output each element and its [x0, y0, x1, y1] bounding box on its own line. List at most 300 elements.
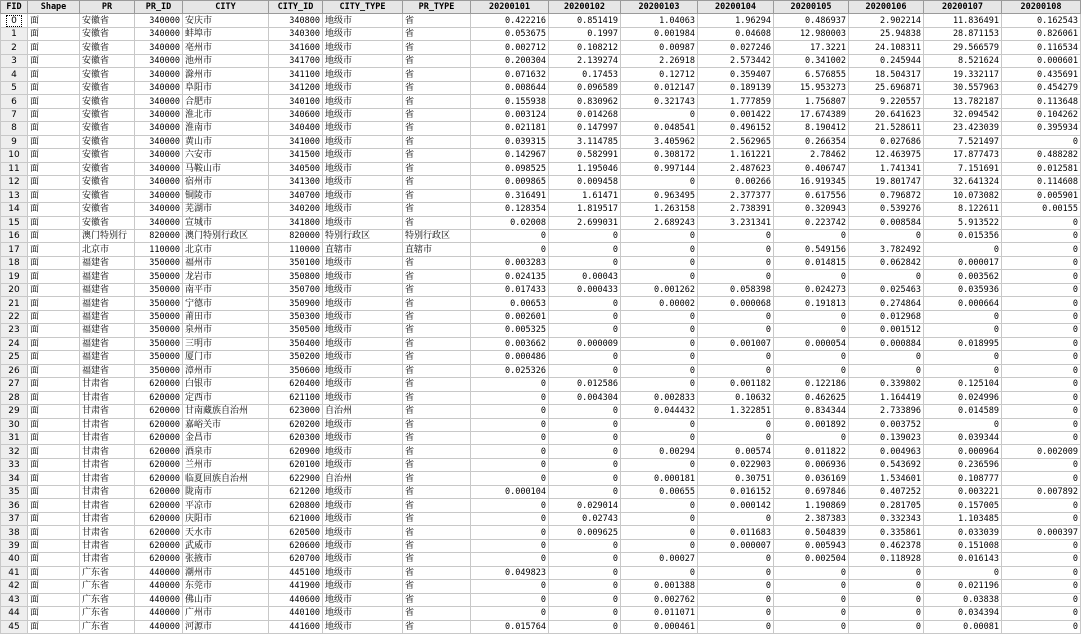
table-cell[interactable]: 0.000007 [698, 539, 774, 552]
table-row[interactable] [1, 149, 1081, 162]
table-cell[interactable]: 350000 [135, 324, 183, 337]
table-cell[interactable]: 0 [774, 310, 849, 323]
table-cell[interactable]: 621000 [269, 512, 323, 525]
table-cell[interactable]: 广东省 [80, 607, 135, 620]
table-row[interactable] [1, 229, 1081, 242]
table-cell[interactable]: 0.002601 [471, 310, 549, 323]
table-cell[interactable]: 地级市 [323, 378, 403, 391]
table-cell[interactable]: 0.332343 [849, 512, 924, 525]
table-cell[interactable]: 0.000664 [924, 297, 1002, 310]
table-cell[interactable]: 0 [849, 593, 924, 606]
table-cell[interactable]: 6.576855 [774, 68, 849, 81]
table-cell[interactable]: 0.008584 [849, 216, 924, 229]
table-cell[interactable]: 省 [403, 593, 471, 606]
column-header[interactable]: CITY_ID [269, 1, 323, 14]
table-cell[interactable]: 23.423039 [924, 122, 1002, 135]
table-cell[interactable]: 0 [1002, 472, 1081, 485]
table-cell[interactable]: 0 [698, 418, 774, 431]
column-header[interactable]: 20200103 [621, 1, 698, 14]
table-cell[interactable]: 安徽省 [80, 176, 135, 189]
table-cell[interactable]: 0 [621, 499, 698, 512]
table-cell[interactable]: 0 [924, 364, 1002, 377]
table-cell[interactable]: 350000 [135, 270, 183, 283]
table-cell[interactable]: 3.114785 [549, 135, 621, 148]
table-cell[interactable]: 0 [698, 566, 774, 579]
table-cell[interactable]: 面 [28, 539, 80, 552]
table-cell[interactable]: 0.009458 [549, 176, 621, 189]
table-cell[interactable]: 自治州 [323, 405, 403, 418]
table-cell[interactable]: 350000 [135, 256, 183, 269]
table-cell[interactable]: 地级市 [323, 620, 403, 633]
table-cell[interactable]: 0 [1002, 256, 1081, 269]
table-cell[interactable]: 3.782492 [849, 243, 924, 256]
table-cell[interactable]: 省 [403, 95, 471, 108]
table-cell[interactable]: 面 [28, 27, 80, 40]
table-cell[interactable]: 0.003562 [924, 270, 1002, 283]
table-cell[interactable]: 5.913522 [924, 216, 1002, 229]
table-row[interactable] [1, 14, 1081, 27]
table-row[interactable] [1, 566, 1081, 579]
table-cell[interactable]: 地级市 [323, 539, 403, 552]
table-cell[interactable]: 地级市 [323, 122, 403, 135]
table-cell[interactable]: 2.573442 [698, 54, 774, 67]
table-cell[interactable]: 地级市 [323, 337, 403, 350]
table-cell[interactable]: 0 [549, 432, 621, 445]
table-cell[interactable]: 0.543692 [849, 458, 924, 471]
table-cell[interactable]: 445100 [269, 566, 323, 579]
table-cell[interactable]: 0.113648 [1002, 95, 1081, 108]
table-cell[interactable]: 0.000601 [1002, 54, 1081, 67]
table-cell[interactable]: 0.098525 [471, 162, 549, 175]
table-cell[interactable]: 2.377377 [698, 189, 774, 202]
table-row[interactable] [1, 122, 1081, 135]
table-cell[interactable]: 0.245944 [849, 54, 924, 67]
row-id-cell[interactable] [1, 243, 28, 256]
table-cell[interactable]: 广东省 [80, 620, 135, 633]
table-cell[interactable]: 0 [471, 580, 549, 593]
table-cell[interactable]: 三明市 [183, 337, 269, 350]
table-cell[interactable]: 10.073082 [924, 189, 1002, 202]
table-cell[interactable]: 0.157005 [924, 499, 1002, 512]
table-cell[interactable]: 0.001512 [849, 324, 924, 337]
table-cell[interactable]: 甘肃省 [80, 526, 135, 539]
row-id-cell[interactable] [1, 149, 28, 162]
table-cell[interactable]: 0.834344 [774, 405, 849, 418]
table-cell[interactable]: 0.108212 [549, 41, 621, 54]
table-cell[interactable]: 定西市 [183, 391, 269, 404]
table-cell[interactable]: 0.539276 [849, 203, 924, 216]
table-cell[interactable]: 面 [28, 526, 80, 539]
table-cell[interactable]: 0.011683 [698, 526, 774, 539]
table-cell[interactable]: 面 [28, 445, 80, 458]
table-row[interactable] [1, 364, 1081, 377]
table-cell[interactable]: 安徽省 [80, 68, 135, 81]
table-cell[interactable]: 0 [1002, 458, 1081, 471]
table-cell[interactable]: 潮州市 [183, 566, 269, 579]
table-cell[interactable]: 地级市 [323, 499, 403, 512]
table-cell[interactable]: 佛山市 [183, 593, 269, 606]
table-cell[interactable]: 省 [403, 54, 471, 67]
table-cell[interactable]: 620000 [135, 526, 183, 539]
table-row[interactable] [1, 472, 1081, 485]
table-cell[interactable]: 福建省 [80, 256, 135, 269]
table-cell[interactable]: 341200 [269, 81, 323, 94]
table-cell[interactable]: 澳门特别行 [80, 229, 135, 242]
table-cell[interactable]: 0.407252 [849, 485, 924, 498]
table-cell[interactable]: 620000 [135, 512, 183, 525]
table-cell[interactable]: 0 [621, 324, 698, 337]
table-cell[interactable]: 省 [403, 351, 471, 364]
table-cell[interactable]: 820000 [135, 229, 183, 242]
table-cell[interactable]: 0.00027 [621, 553, 698, 566]
table-cell[interactable]: 省 [403, 216, 471, 229]
table-cell[interactable]: 0.04608 [698, 27, 774, 40]
row-id-cell[interactable] [1, 54, 28, 67]
table-cell[interactable]: 0 [849, 270, 924, 283]
table-cell[interactable]: 地级市 [323, 149, 403, 162]
table-cell[interactable]: 甘肃省 [80, 405, 135, 418]
table-row[interactable] [1, 485, 1081, 498]
table-cell[interactable]: 0 [1002, 378, 1081, 391]
table-cell[interactable]: 340000 [135, 216, 183, 229]
table-cell[interactable]: 0 [549, 351, 621, 364]
table-cell[interactable]: 0 [924, 243, 1002, 256]
table-cell[interactable]: 0.118928 [849, 553, 924, 566]
table-cell[interactable]: 省 [403, 324, 471, 337]
table-cell[interactable]: 620000 [135, 458, 183, 471]
table-cell[interactable]: 0 [471, 229, 549, 242]
table-cell[interactable]: 341700 [269, 54, 323, 67]
table-cell[interactable]: 天水市 [183, 526, 269, 539]
table-cell[interactable]: 0 [621, 458, 698, 471]
table-cell[interactable]: 0 [549, 472, 621, 485]
table-cell[interactable]: 地级市 [323, 391, 403, 404]
row-id-cell[interactable] [1, 108, 28, 121]
table-cell[interactable]: 福建省 [80, 337, 135, 350]
table-cell[interactable]: 1.195046 [549, 162, 621, 175]
table-cell[interactable]: 0 [621, 243, 698, 256]
row-id-cell[interactable] [1, 566, 28, 579]
table-cell[interactable]: 面 [28, 485, 80, 498]
table-cell[interactable]: 0.014815 [774, 256, 849, 269]
table-cell[interactable]: 0 [849, 580, 924, 593]
row-id-cell[interactable] [1, 364, 28, 377]
table-cell[interactable]: 福建省 [80, 270, 135, 283]
table-cell[interactable]: 340100 [269, 95, 323, 108]
table-row[interactable] [1, 189, 1081, 202]
column-header[interactable]: 20200107 [924, 1, 1002, 14]
table-cell[interactable]: 0.044432 [621, 405, 698, 418]
table-cell[interactable]: 省 [403, 405, 471, 418]
table-cell[interactable]: 莆田市 [183, 310, 269, 323]
table-cell[interactable]: 620000 [135, 418, 183, 431]
table-cell[interactable]: 铜陵市 [183, 189, 269, 202]
table-cell[interactable]: 0.00043 [549, 270, 621, 283]
table-cell[interactable]: 341600 [269, 41, 323, 54]
table-cell[interactable]: 0 [471, 445, 549, 458]
table-cell[interactable]: 341000 [269, 135, 323, 148]
table-cell[interactable]: 面 [28, 405, 80, 418]
table-cell[interactable]: 0.454279 [1002, 81, 1081, 94]
table-cell[interactable]: 0.000054 [774, 337, 849, 350]
table-cell[interactable]: 0 [698, 270, 774, 283]
table-cell[interactable]: 0.108777 [924, 472, 1002, 485]
table-cell[interactable]: 0 [471, 418, 549, 431]
table-cell[interactable]: 0 [1002, 243, 1081, 256]
table-cell[interactable]: 直辖市 [323, 243, 403, 256]
table-cell[interactable]: 0.000884 [849, 337, 924, 350]
table-cell[interactable]: 地级市 [323, 580, 403, 593]
table-cell[interactable]: 0.007892 [1002, 485, 1081, 498]
table-cell[interactable]: 340000 [135, 27, 183, 40]
table-cell[interactable]: 0 [471, 539, 549, 552]
column-header[interactable]: 20200101 [471, 1, 549, 14]
table-cell[interactable]: 0.001984 [621, 27, 698, 40]
table-cell[interactable]: 嘉峪关市 [183, 418, 269, 431]
table-cell[interactable]: 0 [698, 243, 774, 256]
table-cell[interactable]: 省 [403, 418, 471, 431]
row-id-cell[interactable] [1, 41, 28, 54]
table-cell[interactable]: 18.504317 [849, 68, 924, 81]
table-cell[interactable]: 省 [403, 458, 471, 471]
table-cell[interactable]: 1.96294 [698, 14, 774, 27]
table-cell[interactable]: 0 [774, 364, 849, 377]
column-header[interactable]: CITY_TYPE [323, 1, 403, 14]
table-cell[interactable]: 0.128354 [471, 203, 549, 216]
table-cell[interactable]: 0.002762 [621, 593, 698, 606]
table-cell[interactable]: 0.00987 [621, 41, 698, 54]
table-cell[interactable]: 地级市 [323, 203, 403, 216]
table-cell[interactable]: 0 [621, 526, 698, 539]
table-cell[interactable]: 0 [549, 593, 621, 606]
table-cell[interactable]: 地级市 [323, 81, 403, 94]
table-cell[interactable]: 623000 [269, 405, 323, 418]
table-cell[interactable]: 13.782187 [924, 95, 1002, 108]
table-row[interactable] [1, 432, 1081, 445]
row-id-cell[interactable] [1, 378, 28, 391]
table-cell[interactable]: 面 [28, 297, 80, 310]
table-cell[interactable]: 0 [1002, 270, 1081, 283]
table-cell[interactable]: 面 [28, 553, 80, 566]
row-id-cell[interactable] [1, 270, 28, 283]
table-cell[interactable]: 2.26918 [621, 54, 698, 67]
table-cell[interactable]: 0.339802 [849, 378, 924, 391]
table-cell[interactable]: 马鞍山市 [183, 162, 269, 175]
table-cell[interactable]: 0 [849, 364, 924, 377]
table-cell[interactable]: 南平市 [183, 283, 269, 296]
table-cell[interactable]: 甘肃省 [80, 553, 135, 566]
table-cell[interactable]: 地级市 [323, 512, 403, 525]
table-cell[interactable]: 0.004304 [549, 391, 621, 404]
table-cell[interactable]: 0 [621, 378, 698, 391]
table-row[interactable] [1, 418, 1081, 431]
table-cell[interactable]: 省 [403, 189, 471, 202]
table-cell[interactable]: 0.189139 [698, 81, 774, 94]
table-cell[interactable]: 0.022903 [698, 458, 774, 471]
table-cell[interactable]: 0 [549, 485, 621, 498]
table-cell[interactable]: 0.236596 [924, 458, 1002, 471]
table-cell[interactable]: 宣城市 [183, 216, 269, 229]
table-cell[interactable]: 0.162543 [1002, 14, 1081, 27]
table-cell[interactable]: 2.738391 [698, 203, 774, 216]
table-cell[interactable]: 0.320943 [774, 203, 849, 216]
table-cell[interactable]: 六安市 [183, 149, 269, 162]
table-cell[interactable]: 0.17453 [549, 68, 621, 81]
table-cell[interactable]: 地级市 [323, 310, 403, 323]
table-cell[interactable]: 安徽省 [80, 216, 135, 229]
table-cell[interactable]: 110000 [269, 243, 323, 256]
table-cell[interactable]: 0.039344 [924, 432, 1002, 445]
table-cell[interactable]: 0 [698, 580, 774, 593]
table-cell[interactable]: 地级市 [323, 458, 403, 471]
table-cell[interactable]: 地级市 [323, 593, 403, 606]
table-cell[interactable]: 2.487623 [698, 162, 774, 175]
table-cell[interactable]: 0.048541 [621, 122, 698, 135]
table-cell[interactable]: 地级市 [323, 256, 403, 269]
table-cell[interactable]: 2.902214 [849, 14, 924, 27]
table-cell[interactable]: 0.003752 [849, 418, 924, 431]
table-cell[interactable]: 3.231341 [698, 216, 774, 229]
table-cell[interactable]: 0.004963 [849, 445, 924, 458]
table-cell[interactable]: 0 [1002, 391, 1081, 404]
table-cell[interactable]: 0.008644 [471, 81, 549, 94]
table-cell[interactable]: 0 [549, 580, 621, 593]
table-cell[interactable]: 安徽省 [80, 108, 135, 121]
table-cell[interactable]: 地级市 [323, 27, 403, 40]
table-cell[interactable]: 0.001007 [698, 337, 774, 350]
row-id-cell[interactable] [1, 337, 28, 350]
table-cell[interactable]: 广东省 [80, 593, 135, 606]
table-cell[interactable]: 0 [698, 324, 774, 337]
row-id-cell[interactable] [1, 81, 28, 94]
table-cell[interactable]: 安庆市 [183, 14, 269, 27]
table-cell[interactable]: 0.00081 [924, 620, 1002, 633]
table-cell[interactable]: 面 [28, 458, 80, 471]
row-id-cell[interactable] [1, 95, 28, 108]
table-cell[interactable]: 0.796872 [849, 189, 924, 202]
table-cell[interactable]: 0.071632 [471, 68, 549, 81]
table-cell[interactable]: 面 [28, 512, 80, 525]
table-cell[interactable]: 面 [28, 378, 80, 391]
row-id-cell[interactable] [1, 526, 28, 539]
table-cell[interactable]: 0 [471, 526, 549, 539]
row-id-cell[interactable] [1, 283, 28, 296]
row-id-cell[interactable] [1, 418, 28, 431]
table-cell[interactable]: 淮南市 [183, 122, 269, 135]
row-id-cell[interactable] [1, 580, 28, 593]
table-cell[interactable]: 341500 [269, 149, 323, 162]
table-cell[interactable]: 0 [471, 512, 549, 525]
row-id-cell[interactable] [1, 297, 28, 310]
table-cell[interactable]: 0 [849, 229, 924, 242]
table-cell[interactable]: 面 [28, 283, 80, 296]
table-cell[interactable]: 福建省 [80, 283, 135, 296]
table-cell[interactable]: 0.104262 [1002, 108, 1081, 121]
table-cell[interactable]: 地级市 [323, 189, 403, 202]
table-cell[interactable]: 341800 [269, 216, 323, 229]
table-cell[interactable]: 0.009625 [549, 526, 621, 539]
table-cell[interactable]: 面 [28, 176, 80, 189]
table-cell[interactable]: 临夏回族自治州 [183, 472, 269, 485]
table-cell[interactable]: 0.422216 [471, 14, 549, 27]
table-row[interactable] [1, 203, 1081, 216]
column-header[interactable]: 20200105 [774, 1, 849, 14]
table-cell[interactable]: 0 [621, 176, 698, 189]
table-cell[interactable]: 安徽省 [80, 41, 135, 54]
table-cell[interactable]: 安徽省 [80, 81, 135, 94]
table-cell[interactable]: 0 [621, 256, 698, 269]
table-cell[interactable]: 340400 [269, 122, 323, 135]
table-cell[interactable]: 0.003124 [471, 108, 549, 121]
table-cell[interactable]: 地级市 [323, 176, 403, 189]
table-cell[interactable]: 350000 [135, 310, 183, 323]
table-cell[interactable]: 宁德市 [183, 297, 269, 310]
table-cell[interactable]: 面 [28, 243, 80, 256]
table-cell[interactable]: 0.002504 [774, 553, 849, 566]
table-cell[interactable]: 0.027686 [849, 135, 924, 148]
table-cell[interactable]: 0 [849, 607, 924, 620]
table-cell[interactable]: 0.851419 [549, 14, 621, 27]
table-cell[interactable]: 0 [471, 378, 549, 391]
table-cell[interactable]: 620400 [269, 378, 323, 391]
table-cell[interactable]: 0.000009 [549, 337, 621, 350]
table-cell[interactable]: 0.016152 [698, 485, 774, 498]
table-cell[interactable]: 甘肃省 [80, 512, 135, 525]
table-cell[interactable]: 340000 [135, 203, 183, 216]
table-cell[interactable]: 平凉市 [183, 499, 269, 512]
table-cell[interactable]: 0.012586 [549, 378, 621, 391]
table-row[interactable] [1, 270, 1081, 283]
table-cell[interactable]: 8.122611 [924, 203, 1002, 216]
table-cell[interactable]: 0.012147 [621, 81, 698, 94]
table-cell[interactable]: 0 [549, 539, 621, 552]
table-cell[interactable]: 甘肃省 [80, 472, 135, 485]
table-cell[interactable]: 0 [471, 432, 549, 445]
table-cell[interactable]: 安徽省 [80, 14, 135, 27]
table-cell[interactable]: 0 [698, 512, 774, 525]
row-id-cell[interactable] [1, 620, 28, 633]
table-cell[interactable]: 0 [698, 229, 774, 242]
table-cell[interactable]: 620000 [135, 539, 183, 552]
table-cell[interactable]: 0.024996 [924, 391, 1002, 404]
row-id-cell[interactable] [1, 472, 28, 485]
table-cell[interactable]: 340000 [135, 41, 183, 54]
table-row[interactable] [1, 297, 1081, 310]
table-cell[interactable]: 620000 [135, 445, 183, 458]
table-cell[interactable]: 面 [28, 593, 80, 606]
table-cell[interactable]: 0 [924, 418, 1002, 431]
table-row[interactable] [1, 135, 1081, 148]
table-cell[interactable]: 安徽省 [80, 135, 135, 148]
table-cell[interactable]: 0.000017 [924, 256, 1002, 269]
table-cell[interactable]: 620300 [269, 432, 323, 445]
table-cell[interactable]: 110000 [135, 243, 183, 256]
table-cell[interactable]: 0.151008 [924, 539, 1002, 552]
table-cell[interactable]: 0.341002 [774, 54, 849, 67]
table-row[interactable] [1, 553, 1081, 566]
row-id-cell[interactable] [1, 229, 28, 242]
table-cell[interactable]: 0 [471, 405, 549, 418]
table-cell[interactable]: 30.557963 [924, 81, 1002, 94]
table-cell[interactable]: 341300 [269, 176, 323, 189]
table-cell[interactable]: 0.435691 [1002, 68, 1081, 81]
table-cell[interactable]: 北京市 [80, 243, 135, 256]
table-cell[interactable]: 350000 [135, 364, 183, 377]
table-cell[interactable]: 0.316491 [471, 189, 549, 202]
table-cell[interactable]: 0 [471, 472, 549, 485]
table-row[interactable] [1, 68, 1081, 81]
table-cell[interactable]: 24.108311 [849, 41, 924, 54]
